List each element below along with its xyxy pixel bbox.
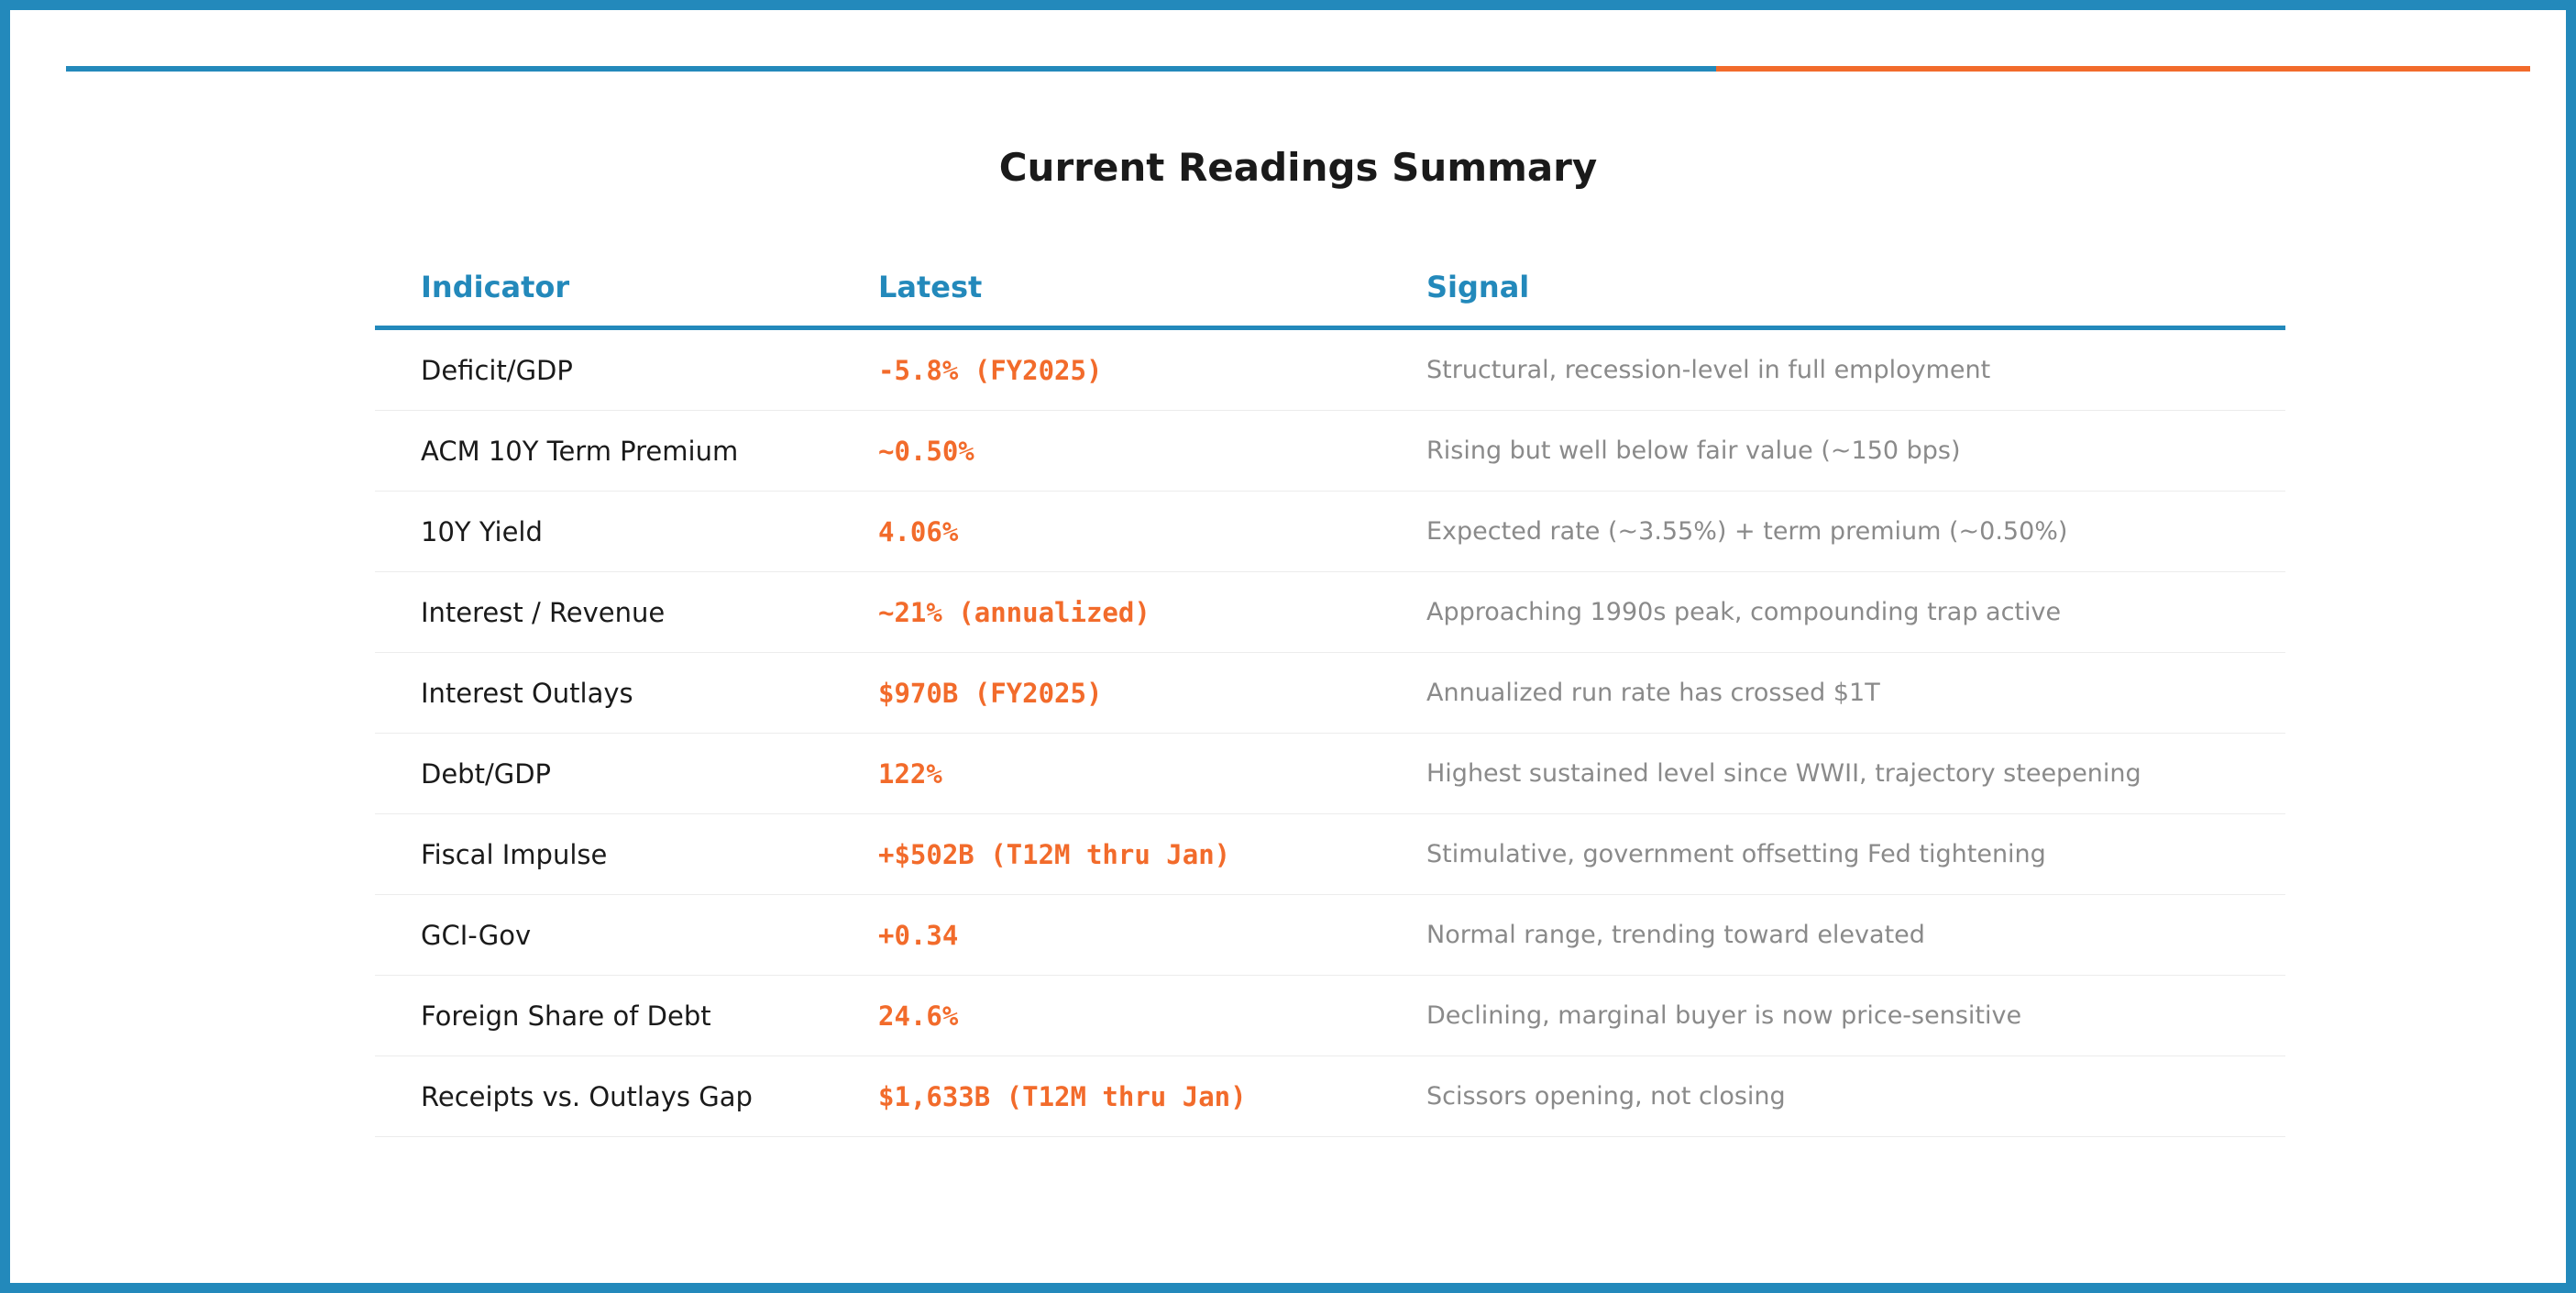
indicator-cell: Foreign Share of Debt [421, 1000, 711, 1032]
latest-cell: 24.6% [878, 1000, 959, 1032]
signal-cell: Rising but well below fair value (~150 bps) [1426, 437, 1961, 465]
signal-cell: Highest sustained level since WWII, trajectory steepening [1426, 759, 2141, 788]
signal-cell: Normal range, trending toward elevated [1426, 921, 1925, 949]
latest-cell: -5.8% (FY2025) [878, 355, 1103, 386]
header-indicator: Indicator [421, 270, 570, 304]
readings-table [375, 249, 2285, 1137]
table-row [375, 895, 2285, 976]
latest-cell: +$502B (T12M thru Jan) [878, 839, 1231, 870]
table-header [375, 249, 2285, 330]
indicator-cell: GCI-Gov [421, 920, 532, 951]
latest-cell: 122% [878, 758, 942, 790]
indicator-cell: 10Y Yield [421, 516, 543, 547]
table-row [375, 411, 2285, 492]
signal-cell: Stimulative, government offsetting Fed tightening [1426, 840, 2046, 868]
signal-cell: Structural, recession-level in full employment [1426, 356, 1991, 384]
table-row [375, 976, 2285, 1056]
signal-cell: Annualized run rate has crossed $1T [1426, 679, 1880, 707]
table-row [375, 572, 2285, 653]
header-latest: Latest [878, 270, 983, 304]
signal-cell: Declining, marginal buyer is now price-sensitive [1426, 1001, 2022, 1030]
page-title: Current Readings Summary [998, 145, 1598, 190]
top-accent-rule-orange [1716, 66, 2530, 72]
header-signal: Signal [1426, 270, 1530, 304]
table-row [375, 492, 2285, 572]
table-row [375, 814, 2285, 895]
signal-cell: Expected rate (~3.55%) + term premium (~0.50%) [1426, 517, 2068, 546]
table-row [375, 734, 2285, 814]
latest-cell: 4.06% [878, 516, 959, 547]
indicator-cell: ACM 10Y Term Premium [421, 436, 739, 467]
table-row [375, 330, 2285, 411]
table-row [375, 653, 2285, 734]
indicator-cell: Receipts vs. Outlays Gap [421, 1081, 753, 1112]
latest-cell: +0.34 [878, 920, 959, 951]
latest-cell: ~21% (annualized) [878, 597, 1150, 628]
table-row [375, 1056, 2285, 1137]
latest-cell: $1,633B (T12M thru Jan) [878, 1081, 1247, 1112]
top-accent-rule-blue [66, 66, 1716, 72]
indicator-cell: Debt/GDP [421, 758, 552, 790]
indicator-cell: Interest / Revenue [421, 597, 666, 628]
indicator-cell: Deficit/GDP [421, 355, 573, 386]
signal-cell: Approaching 1990s peak, compounding trap active [1426, 598, 2062, 626]
indicator-cell: Fiscal Impulse [421, 839, 608, 870]
signal-cell: Scissors opening, not closing [1426, 1082, 1786, 1111]
indicator-cell: Interest Outlays [421, 678, 633, 709]
latest-cell: $970B (FY2025) [878, 678, 1103, 709]
latest-cell: ~0.50% [878, 436, 974, 467]
